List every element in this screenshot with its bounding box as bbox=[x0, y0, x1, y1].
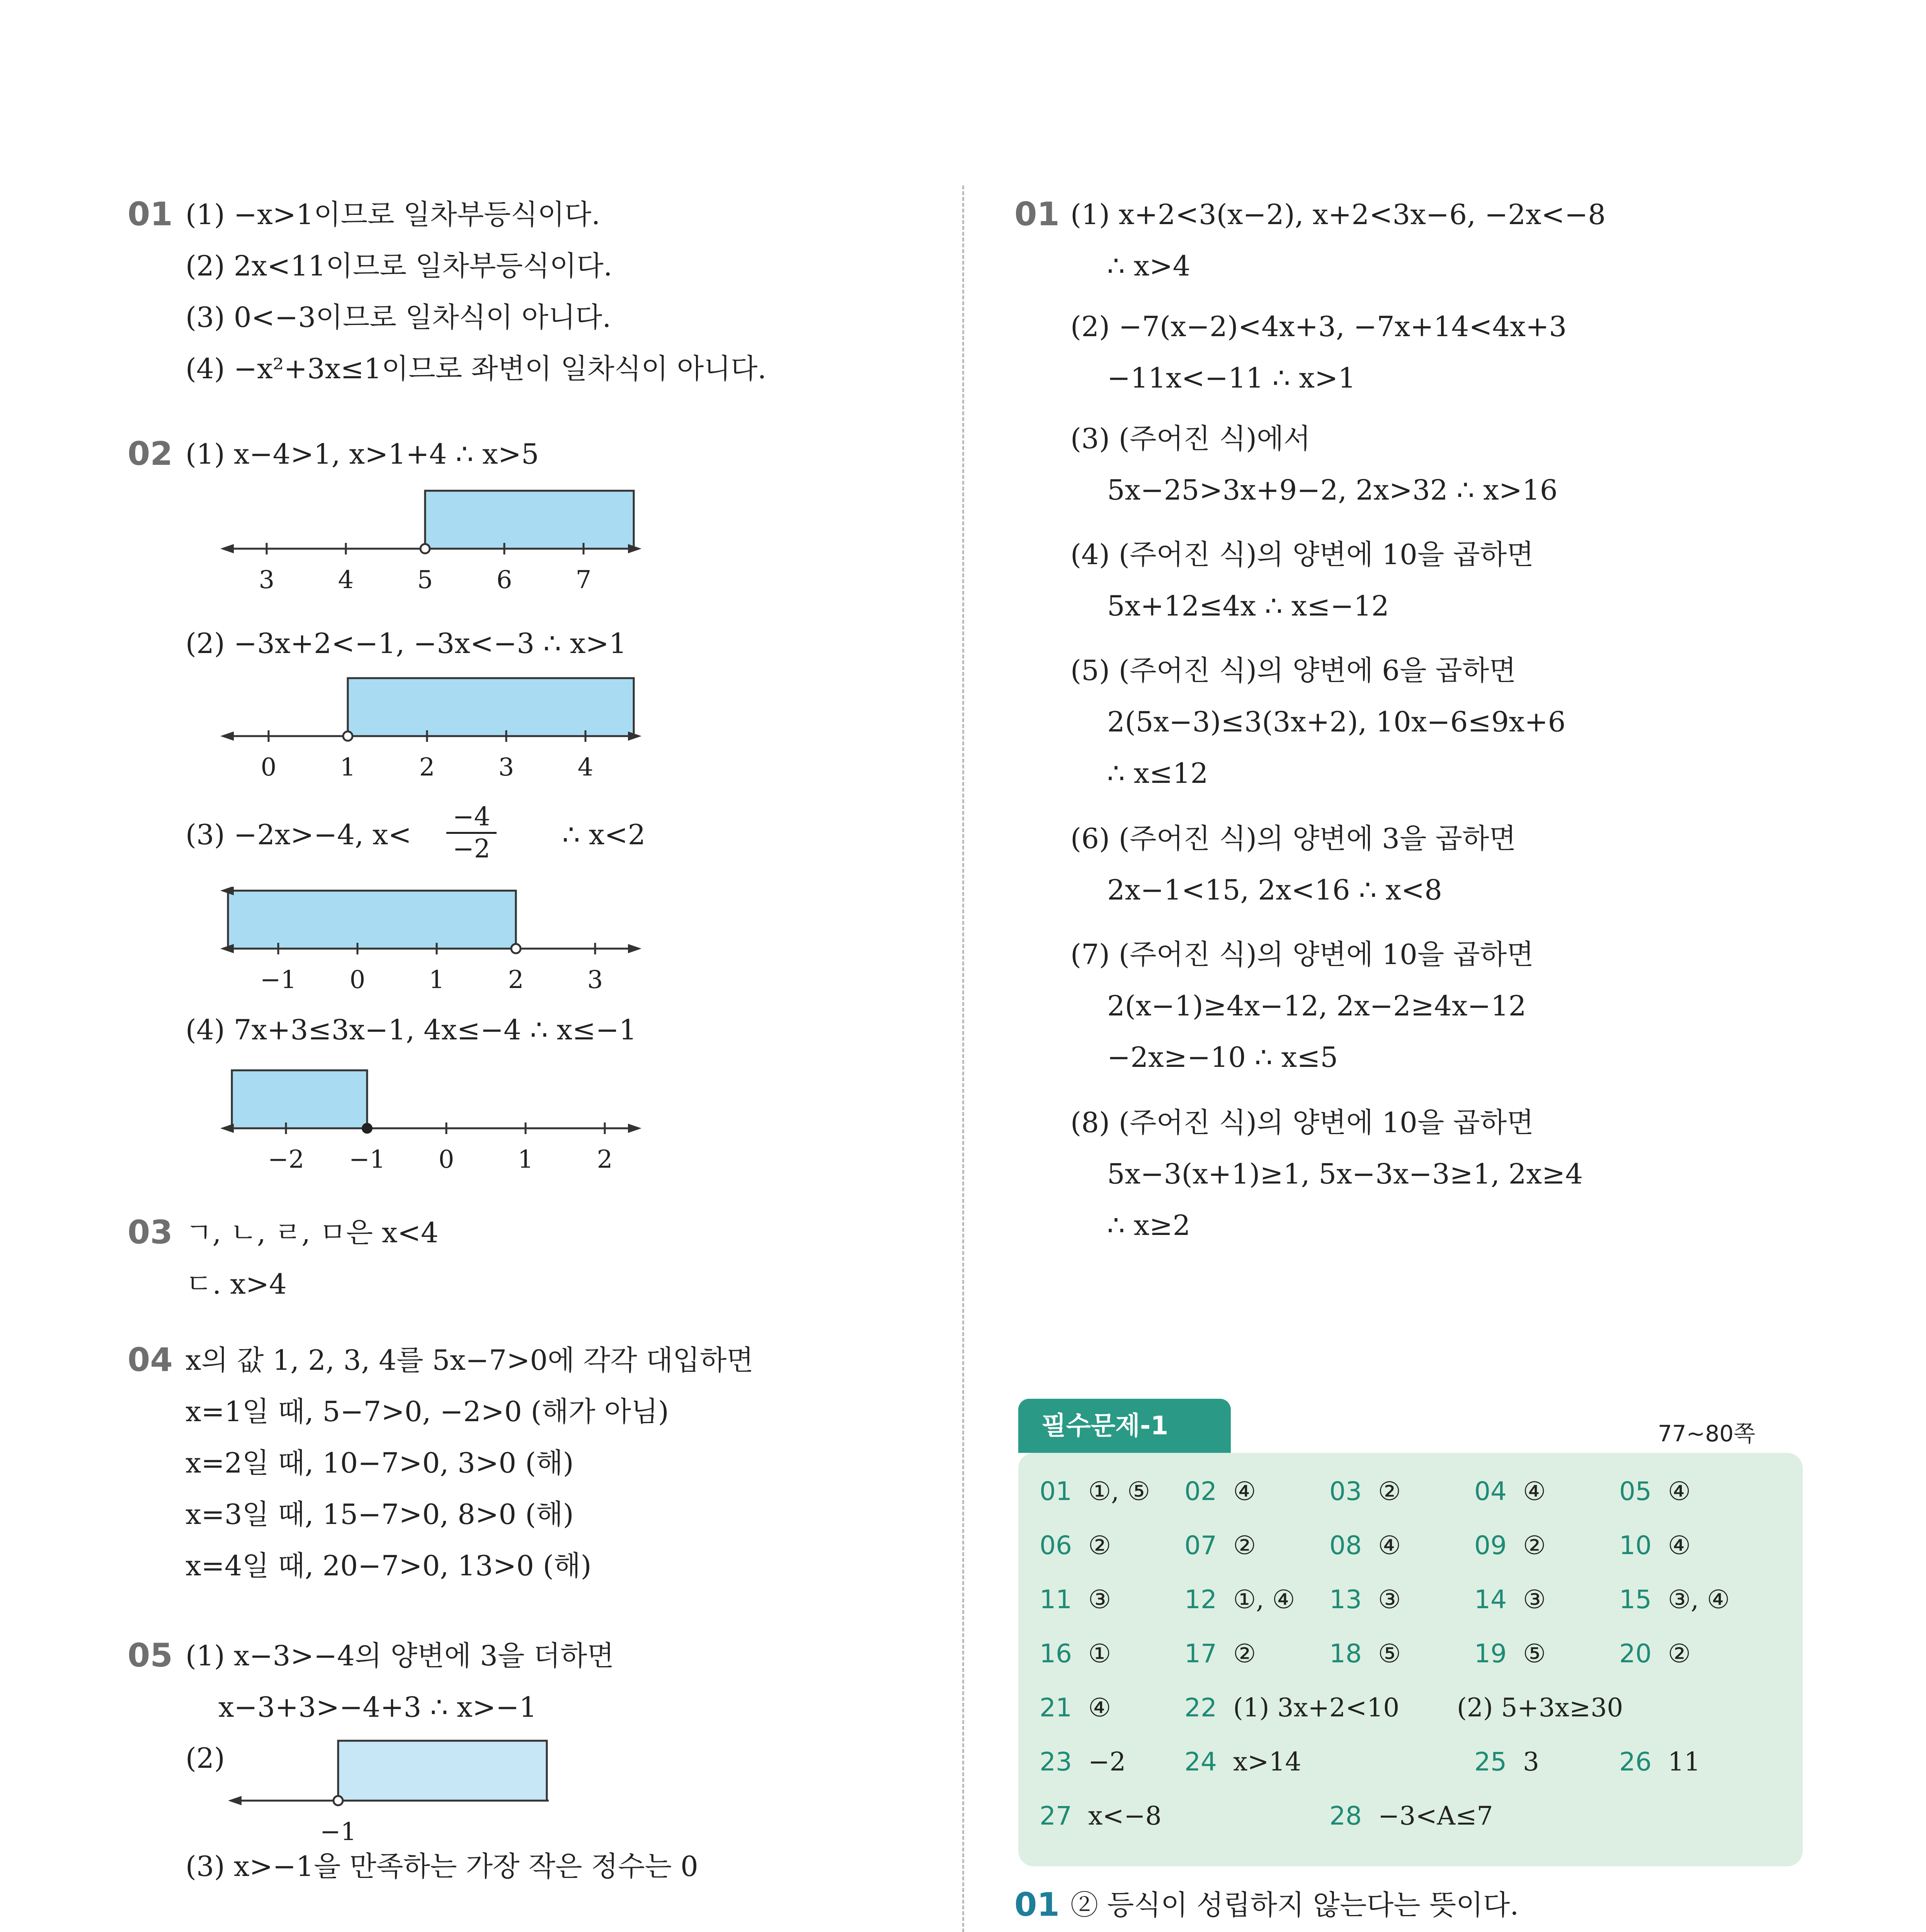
tick-label: 7 bbox=[575, 566, 592, 594]
answer-item bbox=[1329, 1526, 1401, 1565]
answer-line: (2) 2x<11이므로 일차부등식이다. bbox=[185, 250, 613, 282]
tick-label: −1 bbox=[260, 966, 297, 994]
problem-number: 04 bbox=[128, 1341, 173, 1379]
answer-line: ② 등식이 성립하지 않는다는 뜻이다. bbox=[1070, 1889, 1519, 1921]
column-divider bbox=[962, 185, 964, 1932]
answer-line: (6) (주어진 식)의 양변에 3을 곱하면 bbox=[1070, 822, 1516, 855]
answer-number: 26 bbox=[1619, 1747, 1652, 1777]
answer-line: 5x−25>3x+9−2, 2x>32 ∴ x>16 bbox=[1107, 474, 1558, 506]
answer-line: (4) −x²+3x≤1이므로 좌변이 일차식이 아니다. bbox=[185, 352, 767, 385]
answer-number: 18 bbox=[1329, 1639, 1362, 1668]
number-line-graph bbox=[216, 487, 645, 603]
answer-number: 28 bbox=[1329, 1801, 1362, 1831]
answer-number: 22 bbox=[1184, 1693, 1217, 1723]
answer-line: (3) 0<−3이므로 일차식이 아니다. bbox=[185, 301, 611, 333]
answer-item bbox=[1184, 1526, 1256, 1565]
answer-item bbox=[1619, 1634, 1691, 1673]
tick-label: 0 bbox=[349, 966, 366, 994]
answer-number: 10 bbox=[1619, 1531, 1652, 1560]
answer-line: 5x+12≤4x ∴ x≤−12 bbox=[1107, 590, 1389, 622]
answer-value: ① bbox=[1088, 1639, 1111, 1668]
answer-number: 19 bbox=[1474, 1639, 1507, 1668]
answer-line: ㄷ. x>4 bbox=[185, 1268, 287, 1300]
answer-line: −11x<−11 ∴ x>1 bbox=[1107, 362, 1356, 394]
answer-item bbox=[1040, 1472, 1150, 1511]
answer-item bbox=[1329, 1797, 1493, 1835]
answer-item bbox=[1329, 1472, 1401, 1511]
answer-number: 12 bbox=[1184, 1585, 1217, 1614]
tick-label: 3 bbox=[259, 566, 275, 594]
answer-value: −2 bbox=[1088, 1747, 1126, 1777]
answer-item bbox=[1184, 1580, 1295, 1619]
tick-label: 3 bbox=[498, 753, 514, 782]
answer-line: ∴ x≥2 bbox=[1107, 1209, 1191, 1242]
answer-line: (3) x>−1을 만족하는 가장 작은 정수는 0 bbox=[185, 1850, 698, 1883]
tick-label: 4 bbox=[338, 566, 354, 594]
tick-label: 6 bbox=[496, 566, 512, 594]
answer-item bbox=[1329, 1580, 1401, 1619]
problem-number: 01 bbox=[1014, 195, 1060, 233]
answer-number: 16 bbox=[1040, 1639, 1072, 1668]
answer-value: x<−8 bbox=[1088, 1801, 1162, 1831]
answer-value: ③ bbox=[1088, 1585, 1111, 1614]
tick-label: 3 bbox=[587, 966, 603, 994]
answer-number: 23 bbox=[1040, 1747, 1072, 1777]
tick-label: 2 bbox=[508, 966, 524, 994]
answer-value: ③ bbox=[1378, 1585, 1401, 1614]
answer-item bbox=[1040, 1634, 1111, 1673]
answer-value: ⑤ bbox=[1523, 1639, 1546, 1668]
answer-value: ④ bbox=[1523, 1476, 1546, 1506]
tick-label: 0 bbox=[260, 753, 277, 782]
answer-value: ② bbox=[1233, 1531, 1256, 1560]
answer-number: 13 bbox=[1329, 1585, 1362, 1614]
answer-line: (2) bbox=[185, 1742, 225, 1774]
section-title: 필수문제-1 bbox=[1041, 1411, 1169, 1440]
fraction-numerator: −4 bbox=[453, 802, 490, 832]
answer-line: (2) −7(x−2)<4x+3, −7x+14<4x+3 bbox=[1070, 310, 1567, 343]
answer-number: 17 bbox=[1184, 1639, 1217, 1668]
answer-item: (2) 5+3x≥30 bbox=[1457, 1693, 1623, 1723]
fraction-denominator: −2 bbox=[446, 832, 497, 864]
answer-line: (2) −3x+2<−1, −3x<−3 ∴ x>1 bbox=[185, 627, 627, 660]
fraction bbox=[446, 802, 497, 864]
answer-number: 24 bbox=[1184, 1747, 1217, 1777]
answer-number: 04 bbox=[1474, 1476, 1507, 1506]
answer-item bbox=[1040, 1526, 1111, 1565]
answer-item bbox=[1040, 1580, 1111, 1619]
answer-number: 02 bbox=[1184, 1476, 1217, 1506]
answer-line: (5) (주어진 식)의 양변에 6을 곱하면 bbox=[1070, 654, 1516, 687]
problem-number: 03 bbox=[128, 1213, 173, 1251]
answer-value: ④ bbox=[1667, 1531, 1691, 1560]
tick-label: −1 bbox=[349, 1145, 386, 1174]
answer-number: 08 bbox=[1329, 1531, 1362, 1560]
problem-number: 02 bbox=[128, 435, 173, 473]
answer-line: x=3일 때, 15−7>0, 8>0 (해) bbox=[185, 1498, 574, 1531]
answer-value: 3 bbox=[1523, 1747, 1539, 1777]
answer-line: x의 값 1, 2, 3, 4를 5x−7>0에 각각 대입하면 bbox=[185, 1344, 754, 1376]
answer-number: 27 bbox=[1040, 1801, 1072, 1831]
answer-item bbox=[1619, 1743, 1700, 1781]
answer-value: ①, ⑤ bbox=[1088, 1476, 1150, 1506]
answer-item bbox=[1474, 1743, 1539, 1781]
answer-value: ④ bbox=[1378, 1531, 1401, 1560]
answer-item bbox=[1619, 1580, 1730, 1619]
answer-line: 2(5x−3)≤3(3x+2), 10x−6≤9x+6 bbox=[1107, 706, 1566, 738]
answer-item bbox=[1474, 1472, 1546, 1511]
answer-line: 2(x−1)≥4x−12, 2x−2≥4x−12 bbox=[1107, 990, 1526, 1022]
answer-item bbox=[1329, 1634, 1401, 1673]
answer-number: 15 bbox=[1619, 1585, 1652, 1614]
answer-value: ② bbox=[1667, 1639, 1691, 1668]
tick-label: −1 bbox=[320, 1818, 357, 1846]
answer-line: (4) (주어진 식)의 양변에 10을 곱하면 bbox=[1070, 538, 1534, 571]
answer-line: ∴ x≤12 bbox=[1107, 757, 1208, 789]
answer-number: 20 bbox=[1619, 1639, 1652, 1668]
answer-value: ①, ④ bbox=[1233, 1585, 1295, 1614]
answer-number: 09 bbox=[1474, 1531, 1507, 1560]
answer-item bbox=[1474, 1580, 1546, 1619]
answer-line: x−3+3>−4+3 ∴ x>−1 bbox=[218, 1691, 537, 1723]
answer-line: (1) x+2<3(x−2), x+2<3x−6, −2x<−8 bbox=[1070, 198, 1606, 231]
answer-value: ③ bbox=[1523, 1585, 1546, 1614]
tick-label: 1 bbox=[429, 966, 445, 994]
answer-item bbox=[1474, 1526, 1546, 1565]
answer-value: x>14 bbox=[1233, 1747, 1302, 1777]
answer-number: 06 bbox=[1040, 1531, 1072, 1560]
answer-item bbox=[1184, 1472, 1256, 1511]
answer-value: ④ bbox=[1088, 1693, 1111, 1723]
answer-item bbox=[1184, 1634, 1256, 1673]
answer-number: 25 bbox=[1474, 1747, 1507, 1777]
answer-line: 2x−1<15, 2x<16 ∴ x<8 bbox=[1107, 874, 1442, 906]
answer-line: (3) −2x>−4, x< bbox=[185, 818, 412, 851]
tick-label: 1 bbox=[517, 1145, 534, 1174]
answer-value: −3<A≤7 bbox=[1378, 1801, 1493, 1831]
answer-line: ∴ x<2 bbox=[562, 818, 646, 851]
answer-number: 14 bbox=[1474, 1585, 1507, 1614]
tick-label: 1 bbox=[340, 753, 356, 782]
answer-number: 03 bbox=[1329, 1476, 1362, 1506]
answer-item bbox=[1474, 1634, 1546, 1673]
answer-item bbox=[1184, 1689, 1399, 1727]
answer-number: 11 bbox=[1040, 1585, 1072, 1614]
tick-label: 5 bbox=[417, 566, 433, 594]
tick-label: 2 bbox=[597, 1145, 613, 1174]
answer-line: 5x−3(x+1)≥1, 5x−3x−3≥1, 2x≥4 bbox=[1107, 1158, 1583, 1190]
tick-label: −2 bbox=[267, 1145, 305, 1174]
answer-line: (3) (주어진 식)에서 bbox=[1070, 422, 1311, 455]
answer-item bbox=[1184, 1743, 1301, 1781]
number-line-graph bbox=[216, 887, 645, 1003]
answer-line: (1) x−3>−4의 양변에 3을 더하면 bbox=[185, 1639, 614, 1672]
answer-number: 05 bbox=[1619, 1476, 1652, 1506]
answer-number: 07 bbox=[1184, 1531, 1217, 1560]
answer-value: ④ bbox=[1667, 1476, 1691, 1506]
number-line-graph bbox=[216, 674, 645, 790]
answer-number: 21 bbox=[1040, 1693, 1072, 1723]
answer-line: ㄱ, ㄴ, ㄹ, ㅁ은 x<4 bbox=[185, 1216, 439, 1249]
answer-number: 01 bbox=[1040, 1476, 1072, 1506]
answer-value: ② bbox=[1523, 1531, 1546, 1560]
answer-line: (1) −x>1이므로 일차부등식이다. bbox=[185, 198, 601, 231]
answer-line: (8) (주어진 식)의 양변에 10을 곱하면 bbox=[1070, 1106, 1534, 1139]
tick-label: 2 bbox=[419, 753, 435, 782]
answer-line: ∴ x>4 bbox=[1107, 250, 1191, 282]
answer-line: (1) x−4>1, x>1+4 ∴ x>5 bbox=[185, 438, 539, 470]
answer-item bbox=[1619, 1526, 1691, 1565]
answer-value: 11 bbox=[1667, 1747, 1700, 1777]
number-line-graph bbox=[224, 1735, 572, 1847]
answer-value: ② bbox=[1378, 1476, 1401, 1506]
answer-line: x=4일 때, 20−7>0, 13>0 (해) bbox=[185, 1549, 592, 1582]
answer-item bbox=[1040, 1743, 1126, 1781]
answer-item bbox=[1619, 1472, 1691, 1511]
problem-number: 05 bbox=[128, 1636, 173, 1674]
answer-line: (7) (주어진 식)의 양변에 10을 곱하면 bbox=[1070, 938, 1534, 971]
tick-label: 4 bbox=[577, 753, 594, 782]
answer-line: x=1일 때, 5−7>0, −2>0 (해가 아님) bbox=[185, 1395, 669, 1428]
tick-label: 0 bbox=[438, 1145, 454, 1174]
answer-value: ② bbox=[1088, 1531, 1111, 1560]
answer-value: ③, ④ bbox=[1667, 1585, 1730, 1614]
answer-value: ④ bbox=[1233, 1476, 1256, 1506]
answer-item bbox=[1040, 1797, 1162, 1835]
answer-value: ⑤ bbox=[1378, 1639, 1401, 1668]
number-line-graph bbox=[216, 1066, 645, 1182]
answer-item bbox=[1040, 1689, 1111, 1727]
section-page: 77~80쪽 bbox=[1658, 1420, 1756, 1447]
answer-value: ② bbox=[1233, 1639, 1256, 1668]
problem-number: 01 bbox=[128, 195, 173, 233]
answer-line: −2x≥−10 ∴ x≤5 bbox=[1107, 1041, 1338, 1073]
answer-line: (4) 7x+3≤3x−1, 4x≤−4 ∴ x≤−1 bbox=[185, 1014, 637, 1046]
problem-number: 01 bbox=[1014, 1886, 1060, 1923]
answer-line: x=2일 때, 10−7>0, 3>0 (해) bbox=[185, 1447, 574, 1479]
answer-value: (1) 3x+2<10 bbox=[1233, 1693, 1400, 1723]
